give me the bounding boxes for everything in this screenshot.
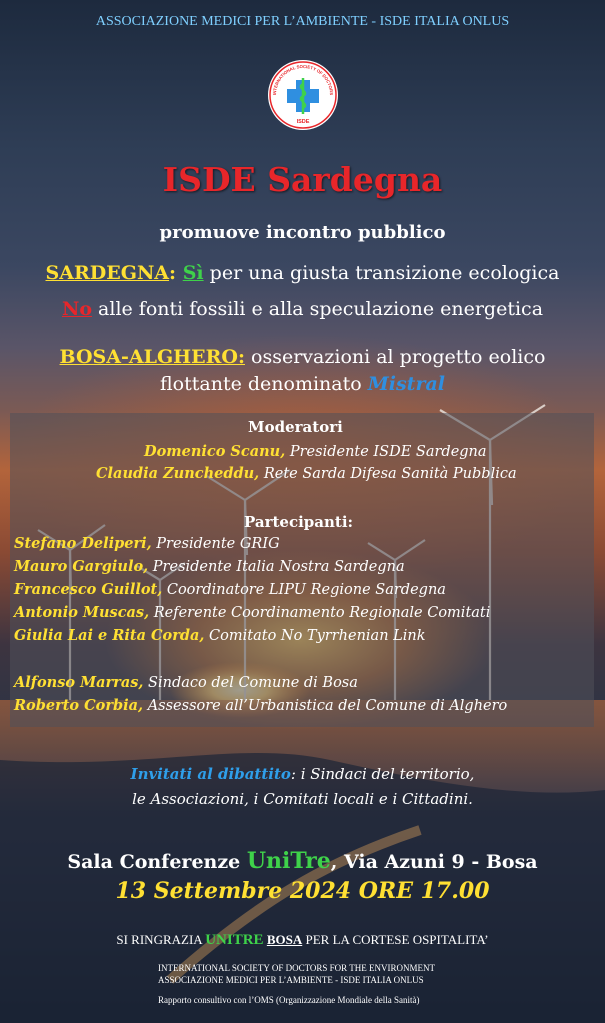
slogan-si: Sì xyxy=(182,262,204,284)
invite-line-2: le Associazioni, i Comitati locali e i Cittadini. xyxy=(132,790,473,808)
moderator-name: Claudia Zuncheddu, xyxy=(96,465,260,482)
project-location: BOSA-ALGHERO: xyxy=(59,346,245,368)
footer-line-2: ASSOCIAZIONE MEDICI PER L’AMBIENTE - ISDE ITALIA ONLUS xyxy=(158,975,424,985)
footer-line-3: Rapporto consultivo con l’OMS (Organizzazione Mondiale della Sanità) xyxy=(158,995,420,1005)
participant-name: Roberto Corbia, xyxy=(14,697,144,714)
isde-logo xyxy=(266,58,340,132)
slogan-text-1: per una giusta transizione ecologica xyxy=(203,262,560,284)
event-subtitle: promuove incontro pubblico xyxy=(159,222,446,243)
participant-row xyxy=(14,604,490,621)
event-title: ISDE Sardegna xyxy=(162,160,443,199)
slogan-line-2 xyxy=(0,298,605,320)
logo-bottom-text: ISDE xyxy=(296,119,310,125)
participants-title: Partecipanti: xyxy=(244,513,354,531)
invite-text-1: : i Sindaci del territorio, xyxy=(290,765,475,783)
slogan-sardegna: SARDEGNA xyxy=(45,262,170,284)
participant-row xyxy=(14,674,358,691)
project-text-2: flottante denominato xyxy=(160,373,368,395)
venue-address: , Via Azuni 9 - Bosa xyxy=(330,851,538,873)
project-line-1 xyxy=(0,346,605,368)
thanks-line xyxy=(0,932,605,949)
participant-role: Presidente Italia Nostra Sardegna xyxy=(148,559,405,575)
participant-row xyxy=(14,535,280,552)
participant-name: Stefano Deliperi, xyxy=(14,535,152,552)
logo-ring-text: INTERNATIONAL SOCIETY OF DOCTORS xyxy=(271,63,335,96)
moderator-row xyxy=(144,443,487,460)
invite-label: Invitati al dibattito xyxy=(130,765,291,783)
slogan-line-1 xyxy=(0,262,605,284)
project-line-2 xyxy=(0,373,605,395)
project-text-1: osservazioni al progetto eolico xyxy=(244,346,546,368)
participant-name: Alfonso Marras, xyxy=(14,674,144,691)
moderators-title: Moderatori xyxy=(248,418,343,436)
participant-role: Presidente GRIG xyxy=(151,536,280,552)
participant-row xyxy=(14,558,405,575)
participant-row xyxy=(14,627,426,644)
moderator-row xyxy=(96,465,517,482)
moderator-role: Rete Sarda Difesa Sanità Pubblica xyxy=(259,466,517,482)
participant-role: Coordinatore LIPU Regione Sardegna xyxy=(162,582,446,598)
participant-role: Referente Coordinamento Regionale Comitati xyxy=(149,605,491,621)
moderator-role: Presidente ISDE Sardegna xyxy=(285,444,487,460)
participant-name: Francesco Guillot, xyxy=(14,581,163,598)
participant-name: Mauro Gargiulo, xyxy=(14,558,149,575)
venue-line xyxy=(0,848,605,874)
footer-line-1: INTERNATIONAL SOCIETY OF DOCTORS FOR THE ENVIRONMENT xyxy=(158,963,436,973)
slogan-text-2: alle fonti fossili e alla speculazione energetica xyxy=(92,298,544,320)
association-header: ASSOCIAZIONE MEDICI PER L’AMBIENTE - ISDE ITALIA ONLUS xyxy=(95,14,510,29)
participant-row xyxy=(14,581,446,598)
invite-line-1 xyxy=(0,765,605,783)
moderator-name: Domenico Scanu, xyxy=(144,443,286,460)
venue-hall: Sala Conferenze xyxy=(67,851,247,873)
participant-name: Giulia Lai e Rita Corda, xyxy=(14,627,205,644)
thanks-bosa: BOSA xyxy=(266,932,303,947)
venue-unitre: UniTre xyxy=(246,848,331,874)
participant-row xyxy=(14,697,507,714)
slogan-no: No xyxy=(61,298,92,320)
slogan-colon: : xyxy=(169,262,183,284)
thanks-unitre: UNITRE xyxy=(205,932,264,948)
thanks-text-2: PER LA CORTESE OSPITALITA’ xyxy=(302,932,489,947)
project-name: Mistral xyxy=(367,373,445,395)
participant-role: Assessore all’Urbanistica del Comune di Alghero xyxy=(143,698,508,714)
participant-role: Sindaco del Comune di Bosa xyxy=(143,675,358,691)
participant-name: Antonio Muscas, xyxy=(14,604,150,621)
participant-role: Comitato No Tyrrhenian Link xyxy=(204,628,426,644)
thanks-text-1: SI RINGRAZIA xyxy=(116,932,206,947)
event-date: 13 Settembre 2024 ORE 17.00 xyxy=(115,878,490,904)
